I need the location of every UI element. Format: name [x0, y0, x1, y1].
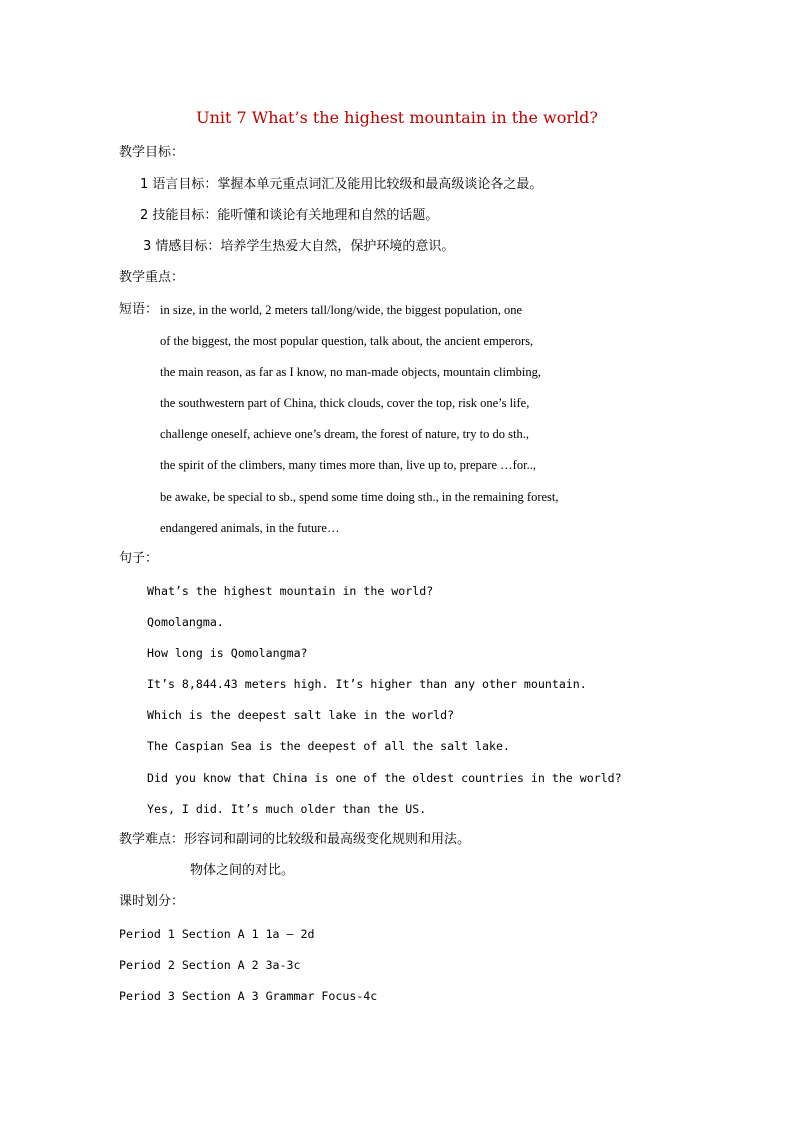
objective-item: 2 技能目标：能听懂和谈论有关地理和自然的话题。	[140, 208, 439, 223]
sentence-line: Did you know that China is one of the oldest countries in the world?	[147, 771, 622, 785]
sentence-line: Yes, I did. It’s much older than the US.	[147, 802, 427, 816]
period-item: Period 2 Section A 2 3a-3c	[119, 958, 301, 972]
difficulties-second: 物体之间的对比。	[190, 863, 295, 878]
objective-item: 1 语言目标：掌握本单元重点词汇及能用比较级和最高级谈论各之最。	[140, 177, 543, 192]
objectives-heading: 教学目标：	[119, 145, 185, 160]
phrase-line: the southwestern part of China, thick clouds, cover the top, risk one’s life,	[160, 396, 530, 410]
objective-item: 3 情感目标：培养学生热爱大自然，保护环境的意识。	[143, 239, 455, 254]
sentence-line: It’s 8,844.43 meters high. It’s higher than any other mountain.	[147, 677, 587, 691]
sentence-line: Qomolangma.	[147, 615, 224, 629]
phrase-line: be awake, be special to sb., spend some time doing sth., in the remaining forest,	[160, 490, 559, 504]
sentence-line: How long is Qomolangma?	[147, 646, 308, 660]
period-item: Period 1 Section A 1 1a – 2d	[119, 927, 315, 941]
phrase-line: in size, in the world, 2 meters tall/long/wide, the biggest population, one	[160, 303, 523, 317]
phrase-line: challenge oneself, achieve one’s dream, the forest of nature, try to do sth.,	[160, 427, 529, 441]
phrase-line: the main reason, as far as I know, no man-made objects, mountain climbing,	[160, 365, 542, 379]
periods-heading: 课时划分：	[119, 894, 185, 909]
phrase-line: the spirit of the climbers, many times more than, live up to, prepare …for..,	[160, 458, 536, 472]
phrases-label: 短语：	[119, 302, 159, 317]
sentence-line: The Caspian Sea is the deepest of all the salt lake.	[147, 739, 510, 753]
sentence-line: What’s the highest mountain in the world?	[147, 584, 434, 598]
phrase-line: endangered animals, in the future…	[160, 521, 340, 535]
key-points-heading: 教学重点：	[119, 270, 185, 285]
period-item: Period 3 Section A 3 Grammar Focus-4c	[119, 989, 378, 1003]
sentences-heading: 句子：	[119, 551, 159, 566]
sentence-line: Which is the deepest salt lake in the world?	[147, 708, 455, 722]
difficulties-heading: 教学难点：形容词和副词的比较级和最高级变化规则和用法。	[119, 832, 471, 847]
document-title: Unit 7 What’s the highest mountain in the world?	[196, 108, 598, 127]
phrase-line: of the biggest, the most popular question, talk about, the ancient emperors,	[160, 334, 534, 348]
